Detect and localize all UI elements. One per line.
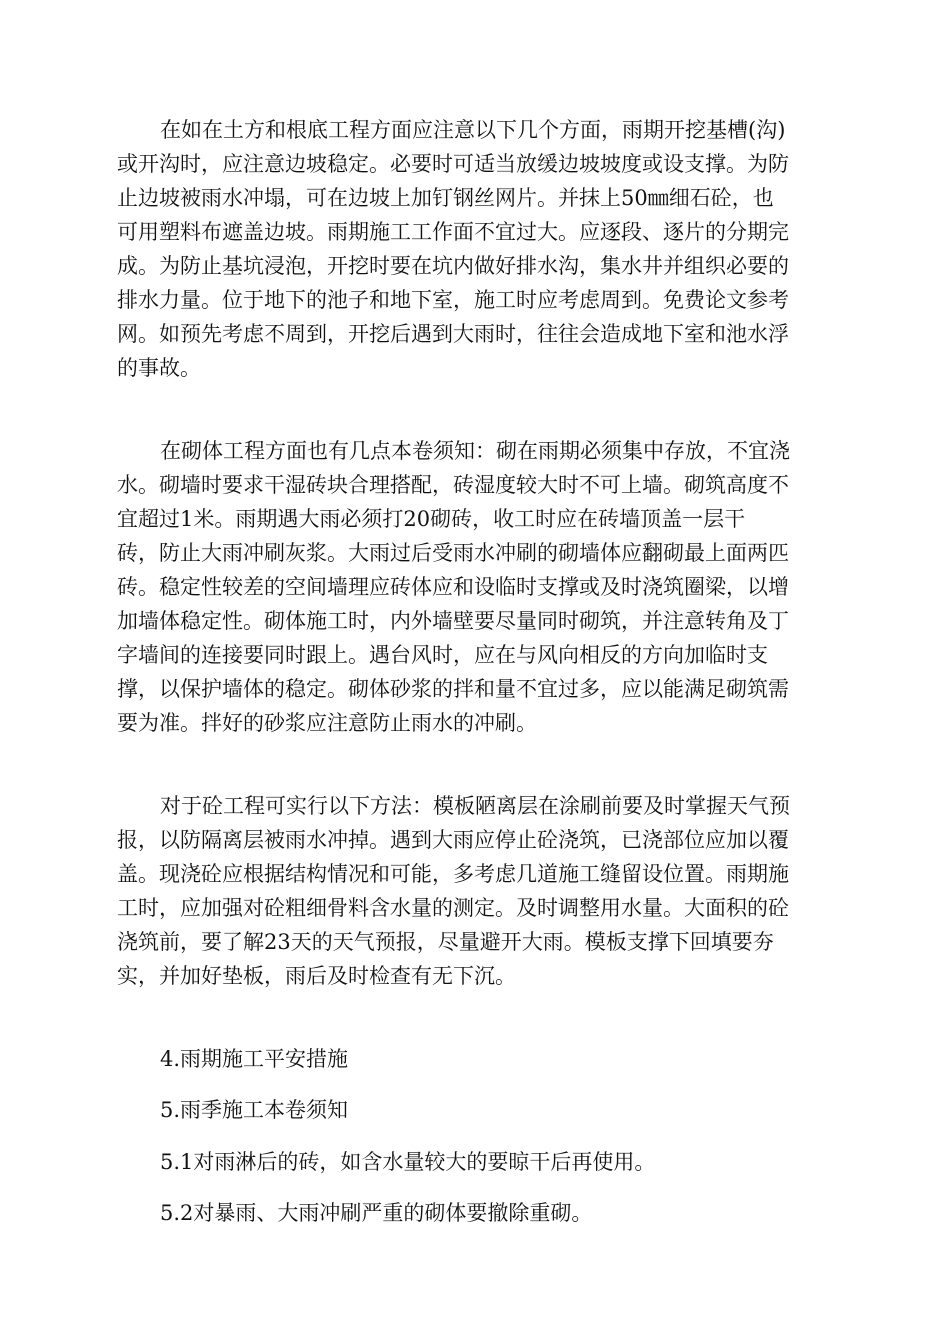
paragraph-1-line-2: 或开沟时，应注意边坡稳定。必要时可适当放缓边坡坡度或设支撑。为防 [117,152,789,176]
paragraph-3-line-1: 对于砼工程可实行以下方法：模板陋离层在涂刷前要及时掌握天气预 [160,794,790,818]
paragraph-1-line-3: 止边坡被雨水冲塌，可在边坡上加钉钢丝网片。并抹上50㎜细石砼，也 [117,186,774,210]
paragraph-2-line-8: 撑，以保护墙体的稳定。砌体砂浆的拌和量不宜过多，应以能满足砌筑需 [117,677,789,701]
section-heading-5: 5.雨季施工本卷须知 [160,1098,349,1122]
paragraph-1-line-6: 排水力量。位于地下的池子和地下室，施工时应考虑周到。免费论文参考 [117,288,789,312]
paragraph-3-line-4: 工时，应加强对砼粗细骨料含水量的测定。及时调整用水量。大面积的砼 [117,896,789,920]
item-5-2: 5.2对暴雨、大雨冲刷严重的砌体要撤除重砌。 [160,1201,593,1225]
paragraph-2-line-6: 加墙体稳定性。砌体施工时，内外墙壁要尽量同时砌筑，并注意转角及丁 [117,609,789,633]
paragraph-1-line-7: 网。如预先考虑不周到，开挖后遇到大雨时，往往会造成地下室和池水浮 [117,322,789,346]
paragraph-2-line-7: 字墙间的连接要同时跟上。遇台风时，应在与风向相反的方向加临时支 [117,643,768,667]
paragraph-2-line-9: 要为准。拌好的砂浆应注意防止雨水的冲刷。 [117,711,537,735]
section-heading-4: 4.雨期施工平安措施 [160,1047,349,1071]
paragraph-2-line-4: 砖，防止大雨冲刷灰浆。大雨过后受雨水冲刷的砌墙体应翻砌最上面两匹 [117,541,789,565]
paragraph-3-line-3: 盖。现浇砼应根据结构情况和可能，多考虑几道施工缝留设位置。雨期施 [117,862,789,886]
item-5-1: 5.1对雨淋后的砖，如含水量较大的要晾干后再使用。 [160,1150,656,1174]
paragraph-3-line-2: 报，以防隔离层被雨水冲掉。遇到大雨应停止砼浇筑，已浇部位应加以覆 [117,828,789,852]
paragraph-1-line-8: 的事故。 [117,356,201,380]
paragraph-1-line-4: 可用塑料布遮盖边坡。雨期施工工作面不宜过大。应逐段、逐片的分期完 [117,220,789,244]
paragraph-2-line-5: 砖。稳定性较差的空间墙理应砖体应和设临时支撑或及时浇筑圈梁，以增 [117,575,789,599]
paragraph-2-line-3: 宜超过1米。雨期遇大雨必须打20砌砖，收工时应在砖墙顶盖一层干 [117,507,746,531]
paragraph-3-line-5: 浇筑前，要了解23天的天气预报，尽量避开大雨。模板支撑下回填要夯 [117,930,774,954]
paragraph-2-line-2: 水。砌墙时要求干湿砖块合理搭配，砖湿度较大时不可上墙。砌筑高度不 [117,473,789,497]
paragraph-1-line-5: 成。为防止基坑浸泡，开挖时要在坑内做好排水沟，集水井并组织必要的 [117,254,789,278]
paragraph-2-line-1: 在砌体工程方面也有几点本卷须知：砌在雨期必须集中存放，不宜浇 [160,439,790,463]
paragraph-1-line-1: 在如在土方和根底工程方面应注意以下几个方面，雨期开挖基槽(沟) [160,118,786,142]
paragraph-3-line-6: 实，并加好垫板，雨后及时检查有无下沉。 [117,964,516,988]
